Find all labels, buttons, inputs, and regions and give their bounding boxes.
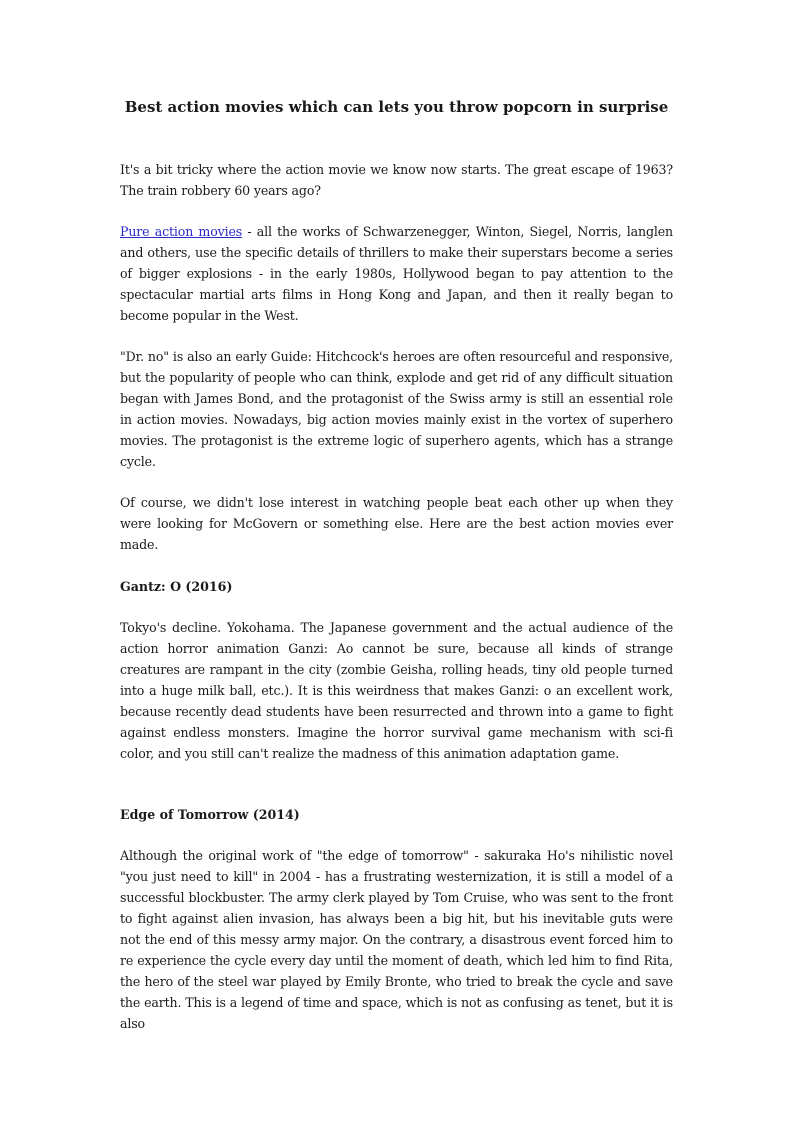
section-heading-gantz: Gantz: O (2016) (120, 579, 233, 594)
section-body-gantz: Tokyo's decline. Yokohama. The Japanese government and the actual audience of the action horror animation Ganzi: Ao cannot be sure, because all kinds of strange creatures are rampant in the city (zombie Geisha, rolling heads, tiny old people turned into a huge milk ball, etc.). It is this weirdness that makes Ganzi: o an excellent work, because recently dead students have been resurrected and thrown into a game to fight against endless monsters. Imagine the horror survival game mechanism with sci-fi color, and you still can't realize the madness of this animation adaptation game. (120, 620, 673, 761)
section-heading-edge-of-tomorrow: Edge of Tomorrow (2014) (120, 807, 300, 822)
intro-paragraph-3: "Dr. no" is also an early Guide: Hitchcock's heroes are often resourceful and responsive, but the popularity of people who can think, explode and get rid of any difficult situation began with James Bond, and the protagonist of the Swiss army is still an essential role in action movies. Nowadays, big action movies mainly exist in the vortex of superhero movies. The protagonist is the extreme logic of superhero agents, which has a strange cycle. (120, 349, 673, 469)
pure-action-movies-link[interactable]: Pure action movies (120, 224, 243, 239)
section-body-edge-of-tomorrow: Although the original work of "the edge of tomorrow" - sakuraka Ho's nihilistic novel "you just need to kill" in 2004 - has a frustrating westernization, it is still a model of a successful blockbuster. The army clerk played by Tom Cruise, who was sent to the front to fight against alien invasion, has always been a big hit, but his inevitable guts were not the end of this messy army major. On the contrary, a disastrous event forced him to re experience the cycle every day until the moment of death, which led him to find Rita, the hero of the steel war played by Emily Bronte, who tried to break the cycle and save the earth. This is a legend of time and space, which is not as confusing as tenet, but it is also (120, 848, 673, 1031)
intro-paragraph-2-text: - all the works of Schwarzenegger, Winton, Siegel, Norris, langlen and others, use the specific details of thrillers to make their superstars become a series of bigger explosions - in the early 1980s, Hollywood began to pay attention to the spectacular martial arts films in Hong Kong and Japan, and then it really began to become popular in the West. (120, 224, 673, 323)
article-title: Best action movies which can lets you throw popcorn in surprise (124, 98, 669, 116)
intro-paragraph-1: It's a bit tricky where the action movie we know now starts. The great escape of 1963? The train robbery 60 years ago? (120, 162, 673, 198)
intro-paragraph-4: Of course, we didn't lose interest in watching people beat each other up when they were looking for McGovern or something else. Here are the best action movies ever made. (120, 495, 673, 552)
intro-paragraph-2 (120, 221, 673, 326)
